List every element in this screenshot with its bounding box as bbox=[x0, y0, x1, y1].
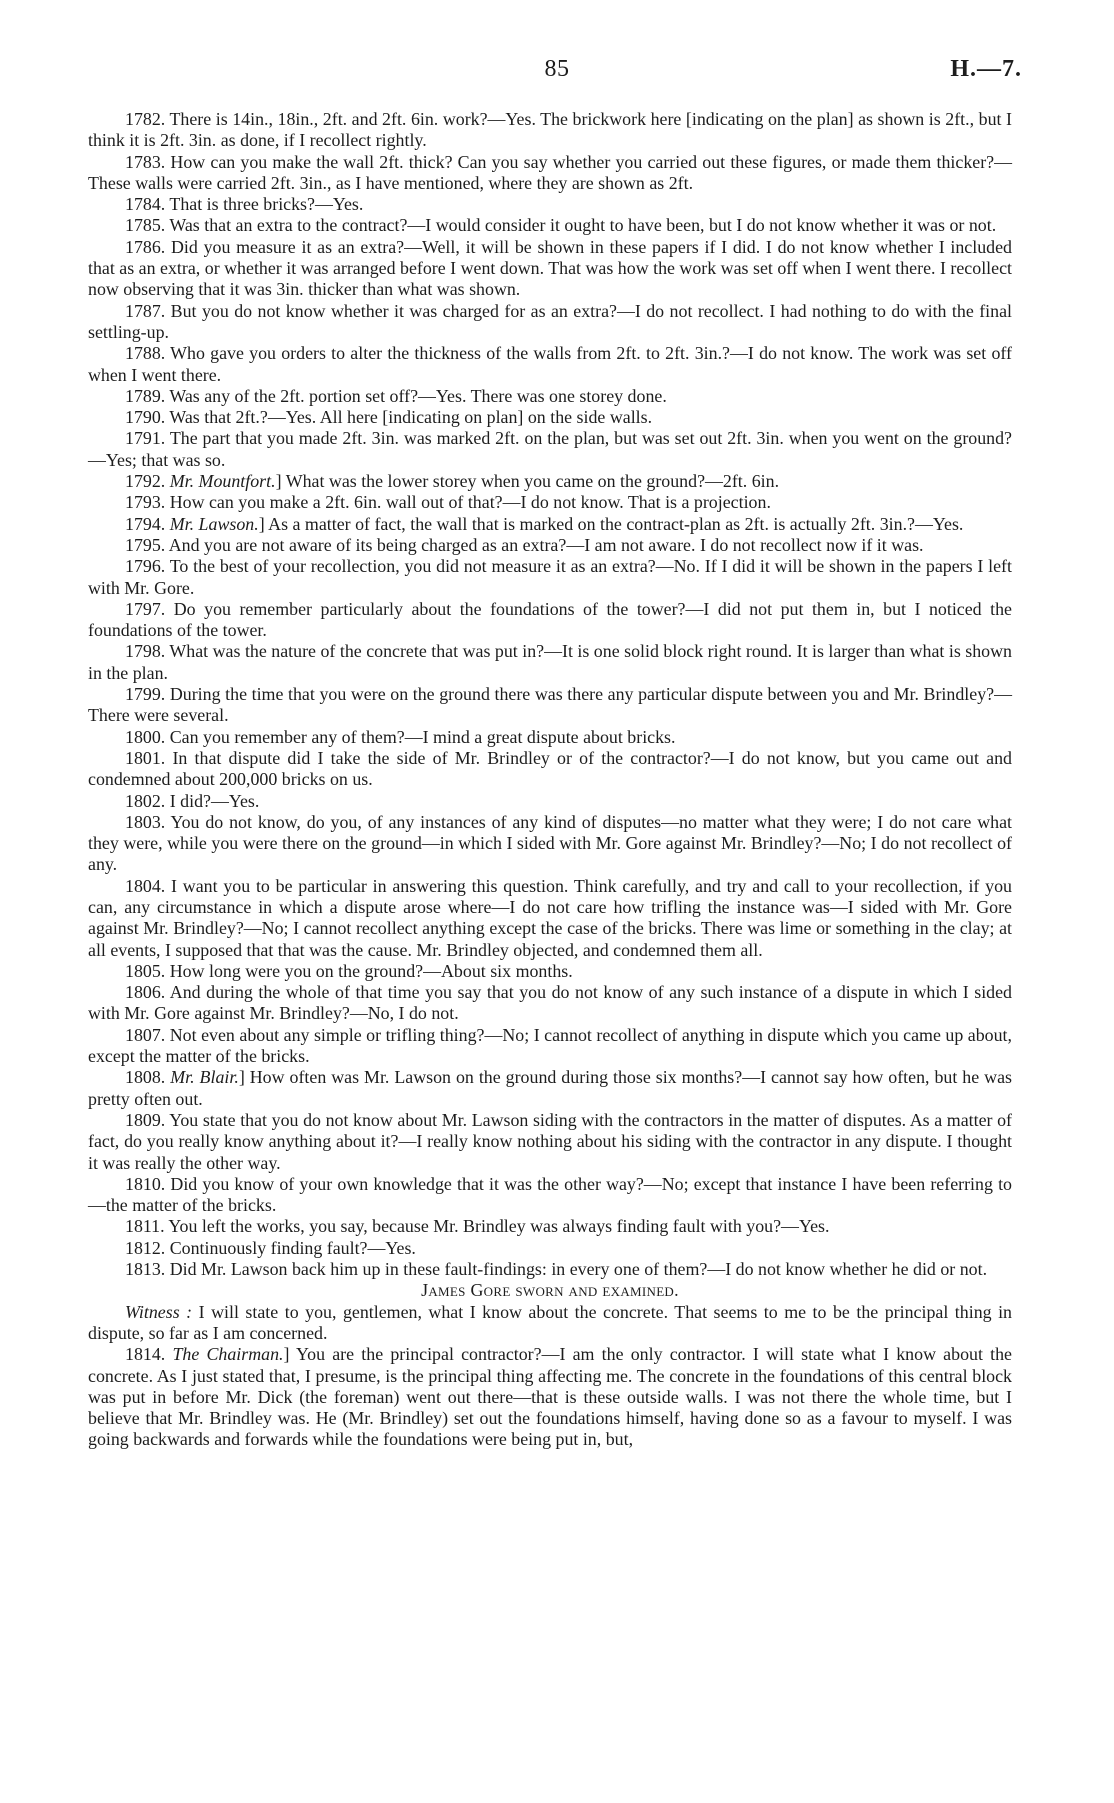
testimony-paragraph: 1794. Mr. Lawson.] As a matter of fact, the wall that is marked on the contract-plan as 2ft. is actually 2ft. 3in.?—Yes. bbox=[125, 513, 964, 534]
speaker-name: Mr. Mountfort. bbox=[169, 471, 276, 492]
testimony-paragraph: 1813. Did Mr. Lawson back him up in these fault-findings: in every one of them?—I do not know whether he did or not. bbox=[125, 1259, 988, 1280]
testimony-paragraph: 1783. How can you make the wall 2ft. thick? Can you say whether you carried out these figures, or made them thicker?—These walls were carried 2ft. 3in., as I have mentioned, where they are shown as 2ft. bbox=[88, 151, 1012, 193]
testimony-paragraph: 1792. Mr. Mountfort.] What was the lower storey when you came on the ground?—2ft. 6in. bbox=[125, 471, 780, 492]
testimony-paragraph: 1799. During the time that you were on the ground there was there any particular dispute between you and Mr. Brindley?—There were several. bbox=[88, 684, 1012, 726]
testimony-block-2 bbox=[88, 1302, 1012, 1451]
testimony-paragraph: 1796. To the best of your recollection, you did not measure it as an extra?—No. If I did it will be shown in the papers I left with Mr. Gore. bbox=[88, 556, 1012, 598]
speaker-name: Mr. Blair. bbox=[170, 1067, 239, 1088]
testimony-paragraph: 1787. But you do not know whether it was charged for as an extra?—I do not recollect. I had nothing to do with the final settling-up. bbox=[88, 300, 1012, 342]
testimony-paragraph: 1804. I want you to be particular in answering this question. Think carefully, and try and call to your recollection, if you can, any circumstance in which a dispute arose where—I do not care how trifling the instance was—I sided with Mr. Gore against Mr. Brindley?—No; I cannot recollect anything except the case of the bricks. There was lime or something in the clay; at all events, I supposed that that was the cause. Mr. Brindley objected, and condemned them all. bbox=[88, 875, 1012, 960]
testimony-paragraph: 1807. Not even about any simple or trifling thing?—No; I cannot recollect of anything in dispute which you came up about, except the matter of the bricks. bbox=[88, 1024, 1012, 1067]
testimony-paragraph: Witness : I will state to you, gentlemen, what I know about the concrete. That seems to me to be the principal thing in dispute, so far as I am concerned. bbox=[88, 1301, 1012, 1343]
testimony-paragraph: 1802. I did?—Yes. bbox=[125, 790, 260, 811]
testimony-paragraph: 1803. You do not know, do you, of any instances of any kind of disputes—no matter what they were; I do not care what they were, while you were there on the ground—in which I sided with Mr. Gore against Mr. Brindley?—No; I do not recollect of any. bbox=[88, 811, 1012, 875]
testimony-paragraph: 1789. Was any of the 2ft. portion set off?—Yes. There was one storey done. bbox=[125, 385, 667, 406]
testimony-paragraph: 1808. Mr. Blair.] How often was Mr. Lawson on the ground during those six months?—I cannot say how often, but he was pretty often out. bbox=[88, 1067, 1012, 1109]
testimony-paragraph: 1795. And you are not aware of its being charged as an extra?—I am not aware. I do not recollect now if it was. bbox=[125, 534, 924, 555]
testimony-paragraph: 1812. Continuously finding fault?—Yes. bbox=[125, 1237, 416, 1258]
speaker-name: The Chairman. bbox=[172, 1344, 284, 1365]
speaker-name: Witness : bbox=[125, 1301, 193, 1322]
testimony-paragraph: 1790. Was that 2ft.?—Yes. All here [indicating on plan] on the side walls. bbox=[125, 407, 653, 428]
testimony-paragraph: 1797. Do you remember particularly about the foundations of the tower?—I did not put them in, but I noticed the foundations of the tower. bbox=[88, 598, 1012, 641]
testimony-paragraph: 1805. How long were you on the ground?—About six months. bbox=[125, 960, 573, 981]
testimony-paragraph: 1786. Did you measure it as an extra?—Well, it will be shown in these papers if I did. I do not know whether I included that as an extra, or whether it was arranged before I went down. That was how the work was set off when I went there. I recollect now observing that it was 3in. thicker than what was shown. bbox=[88, 236, 1012, 300]
testimony-block-1 bbox=[88, 109, 1012, 1280]
testimony-paragraph: 1810. Did you know of your own knowledge that it was the other way?—No; except that instance I have been referring to—the matter of the bricks. bbox=[88, 1173, 1012, 1216]
speaker-name: Mr. Lawson. bbox=[169, 513, 259, 534]
testimony-paragraph: 1801. In that dispute did I take the side of Mr. Brindley or of the contractor?—I do not know, but you came out and condemned about 200,000 bricks on us. bbox=[88, 747, 1012, 790]
testimony-paragraph: 1785. Was that an extra to the contract?—I would consider it ought to have been, but I do not know whether it was or not. bbox=[125, 215, 997, 236]
body-text bbox=[88, 109, 1012, 1451]
testimony-paragraph: 1791. The part that you made 2ft. 3in. was marked 2ft. on the plan, but was set out 2ft. 3in. when you went on the ground?—Yes; that was so. bbox=[88, 428, 1012, 470]
document-reference: H.—7. bbox=[950, 56, 1022, 82]
testimony-paragraph: 1782. There is 14in., 18in., 2ft. and 2ft. 6in. work?—Yes. The brickwork here [indicating on the plan] as shown is 2ft., but I think it is 2ft. 3in. as done, if I recollect rightly. bbox=[88, 109, 1012, 151]
testimony-paragraph: 1809. You state that you do not know about Mr. Lawson siding with the contractors in the matter of disputes. As a matter of fact, do you really know anything about it?—I really know nothing about his siding with the contractor in any dispute. I thought it was really the other way. bbox=[88, 1109, 1012, 1173]
page-number: 85 bbox=[544, 56, 570, 82]
testimony-paragraph: 1806. And during the whole of that time you say that you do not know of any such instance of a dispute in which I sided with Mr. Gore against Mr. Brindley?—No, I do not. bbox=[88, 982, 1012, 1024]
testimony-paragraph: 1800. Can you remember any of them?—I mind a great dispute about bricks. bbox=[125, 726, 676, 747]
section-heading: James Gore sworn and examined. bbox=[421, 1280, 679, 1301]
testimony-paragraph: 1814. The Chairman.] You are the principal contractor?—I am the only contractor. I will state what I know about the concrete. As I just stated that, I presume, is the principal thing affecting me. The concrete in the foundations of this central block was put in before Mr. Dick (the foreman) went out there—that is these outside walls. I was not there the whole time, but I believe that Mr. Brindley was. He (Mr. Brindley) set out the foundations himself, having done so as a favour to myself. I was going backwards and forwards while the foundations were being put in, but, bbox=[88, 1344, 1012, 1450]
testimony-paragraph: 1793. How can you make a 2ft. 6in. wall out of that?—I do not know. That is a projection. bbox=[125, 492, 771, 513]
testimony-paragraph: 1784. That is three bricks?—Yes. bbox=[125, 194, 364, 215]
testimony-paragraph: 1788. Who gave you orders to alter the thickness of the walls from 2ft. to 2ft. 3in.?—I do not know. The work was set off when I went there. bbox=[88, 343, 1012, 385]
testimony-paragraph: 1811. You left the works, you say, because Mr. Brindley was always finding fault with you?—Yes. bbox=[125, 1216, 830, 1237]
testimony-paragraph: 1798. What was the nature of the concrete that was put in?—It is one solid block right round. It is larger than what is shown in the plan. bbox=[88, 641, 1012, 683]
